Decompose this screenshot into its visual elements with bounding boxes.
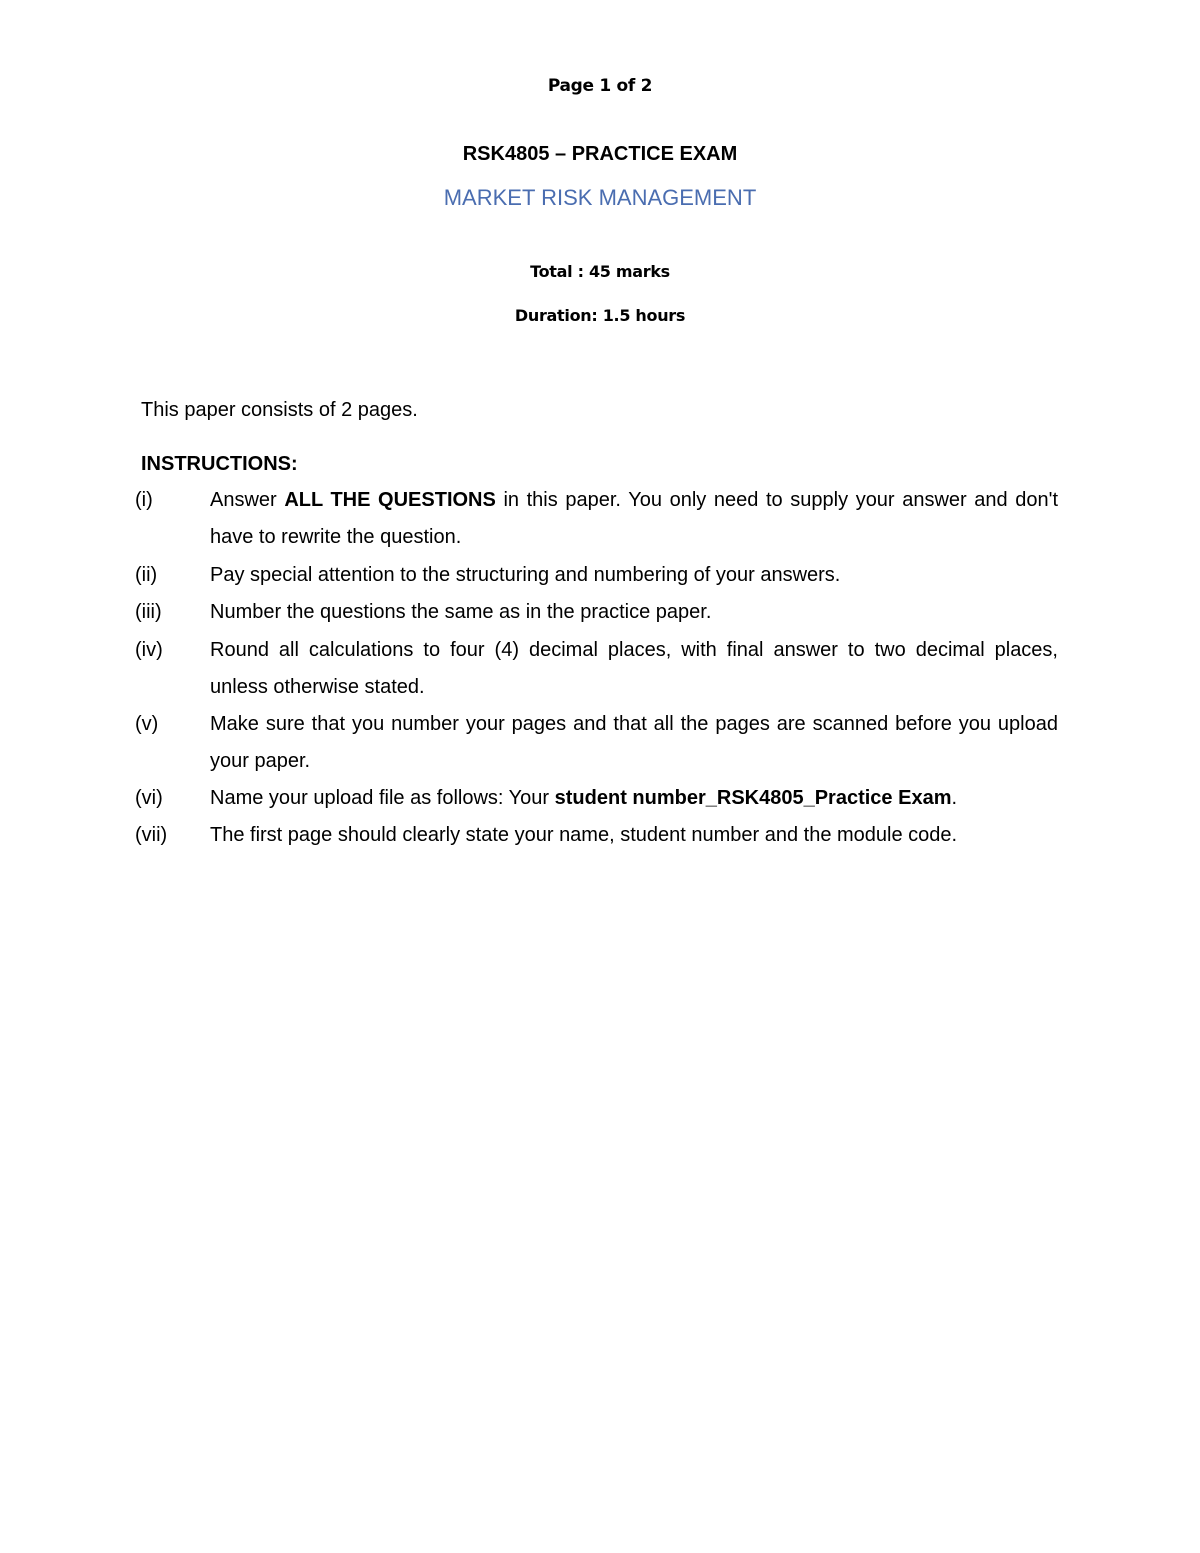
- instruction-text-post: .: [951, 787, 958, 809]
- total-marks: Total : 45 marks: [530, 262, 670, 281]
- instruction-text: Pay special attention to the structuring and numbering of your answers.: [210, 564, 841, 586]
- instruction-text-post: in this paper. You only need to supply your answer and don't have to rewrite the question.: [210, 489, 1059, 549]
- instruction-text: Number the questions the same as in the practice paper.: [210, 601, 712, 623]
- instruction-number: (ii): [135, 564, 158, 586]
- instruction-text-pre: Answer: [210, 489, 285, 511]
- instruction-text: Round all calculations to four (4) decimal places, with final answer to two decimal places, unless otherwise stated.: [210, 639, 1058, 699]
- page-number: Page 1 of 2: [547, 76, 653, 96]
- instruction-number: (vi): [135, 787, 163, 809]
- instruction-number: (v): [135, 713, 159, 735]
- instruction-text-bold: student number_RSK4805_Practice Exam: [554, 787, 952, 809]
- instructions-heading: INSTRUCTIONS:: [141, 453, 298, 475]
- instruction-number: (vii): [135, 824, 168, 846]
- pages-note: This paper consists of 2 pages.: [141, 399, 418, 421]
- instruction-text: Make sure that you number your pages and that all the pages are scanned before you upload your paper.: [210, 713, 1058, 773]
- exam-title: RSK4805 – PRACTICE EXAM: [462, 143, 738, 165]
- instruction-text: The first page should clearly state your name, student number and the module code.: [210, 824, 958, 846]
- instruction-number: (iv): [135, 639, 163, 661]
- exam-duration: Duration: 1.5 hours: [514, 306, 686, 325]
- module-title: MARKET RISK MANAGEMENT: [443, 185, 757, 210]
- instruction-number: (i): [135, 489, 153, 511]
- instruction-text-bold: ALL THE QUESTIONS: [284, 489, 496, 511]
- instruction-number: (iii): [135, 601, 162, 623]
- instruction-text-pre: Name your upload file as follows: Your: [210, 787, 555, 809]
- instruction-text: [210, 482, 1058, 557]
- instruction-text: [210, 780, 1058, 817]
